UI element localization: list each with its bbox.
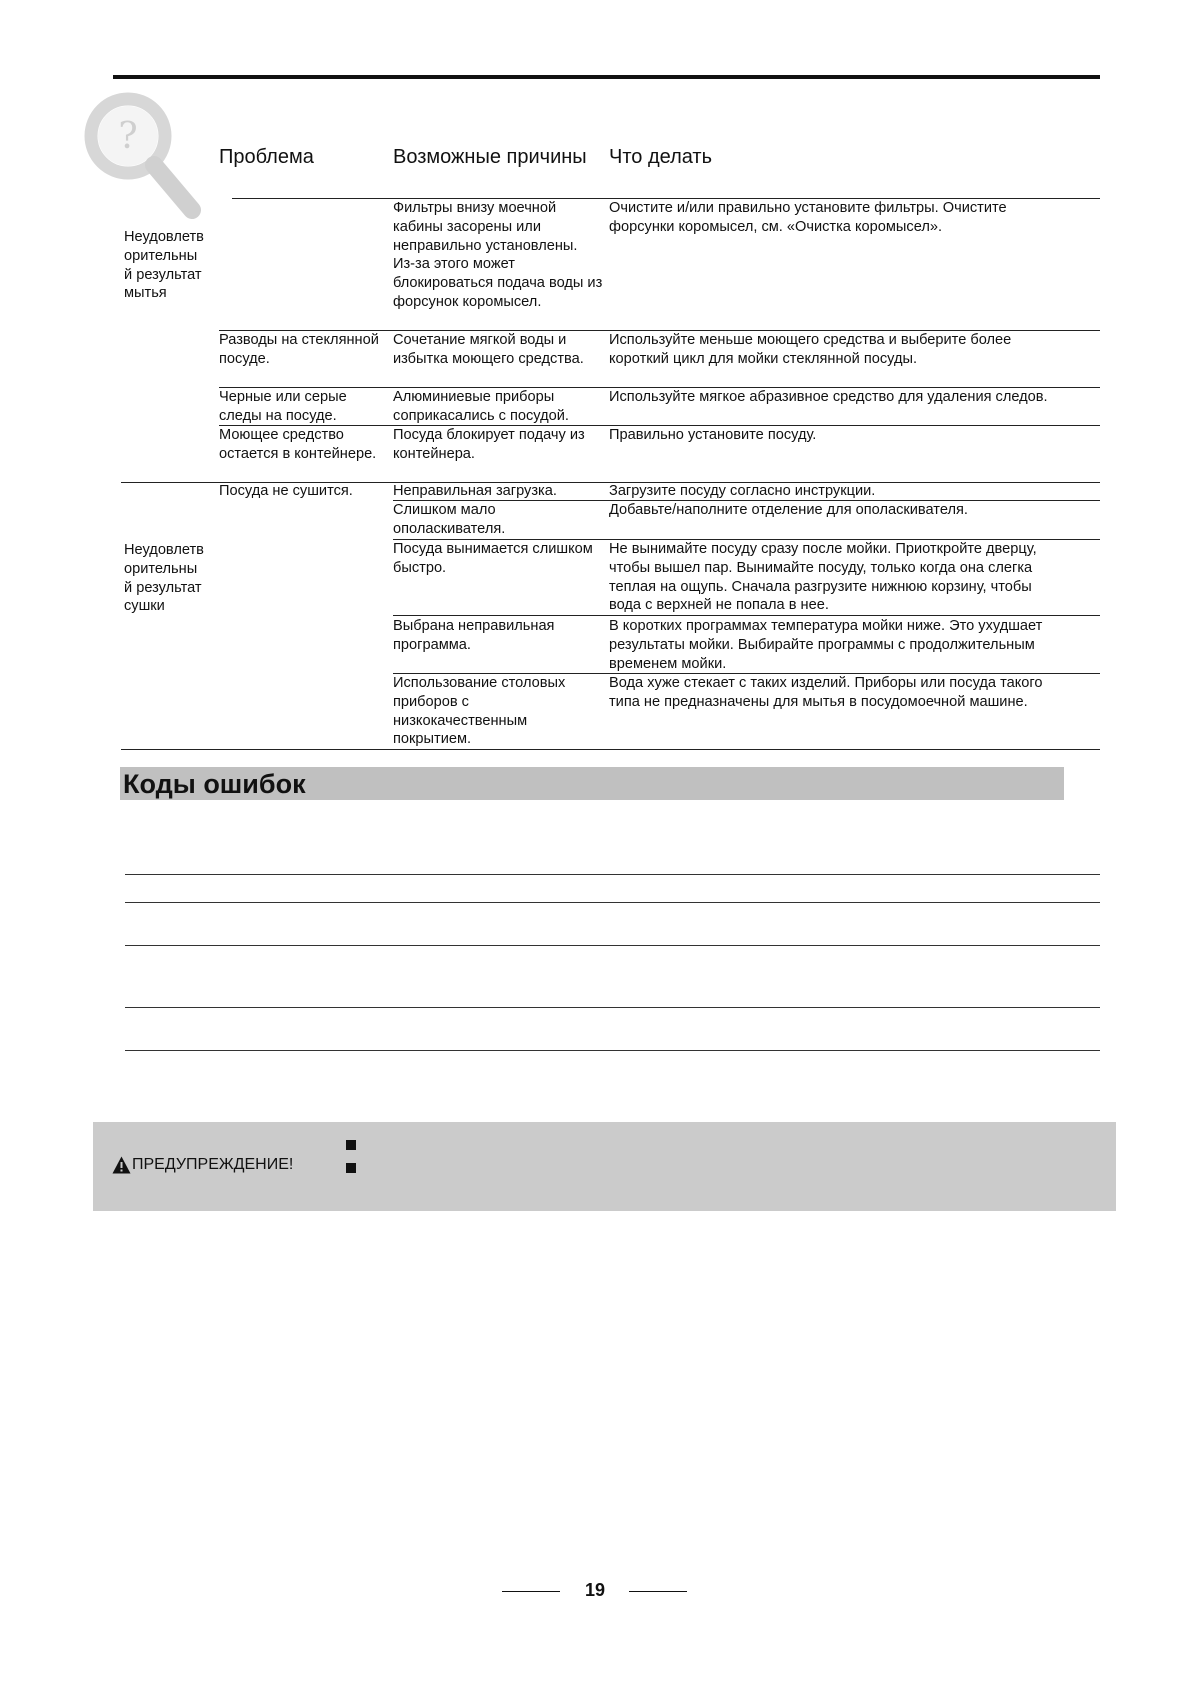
todo-cell: Очистите и/или правильно установите фильтры. Очистите форсунки коромысел, см. «Очистка коромысел». [609, 200, 1007, 235]
todo-cell: Не вынимайте посуду сразу после мойки. Приоткройте дверцу, чтобы вышел пар. Вынимайте посуду, только когда она слегка теплая на ощупь. Сначала разгрузите нижнюю корзину, чтобы вода с верхней не попала в нее. [609, 541, 1037, 614]
cause-cell: Посуда блокирует подачу из контейнера. [393, 427, 585, 462]
warning-text: ПРЕДУПРЕЖДЕНИЕ! [132, 1156, 294, 1173]
column-header-causes: Возможные причины [393, 146, 587, 168]
todo-cell: Правильно установите посуду. [609, 427, 817, 443]
page-number-rule-right [629, 1591, 687, 1592]
todo-cell: В коротких программах температура мойки ниже. Это ухудшает результаты мойки. Выбирайте программы с продолжительным временем мойки. [609, 618, 1043, 672]
page-number-rule-left [502, 1591, 560, 1592]
error-codes-rule [125, 1007, 1100, 1008]
page-number: 19 [584, 1580, 606, 1600]
cause-cell: Посуда вынимается слишком быстро. [393, 541, 593, 576]
error-codes-rule [125, 1050, 1100, 1051]
cause-cell: Слишком мало ополаскивателя. [393, 502, 506, 537]
bullet-icon [346, 1140, 356, 1150]
problem-cell: Разводы на стеклянной посуде. [219, 332, 379, 367]
problem-cell: Моющее средство остается в контейнере. [219, 427, 377, 462]
cause-cell: Фильтры внизу моечной кабины засорены или неправильно установлены. Из-за этого может блокироваться подача воды из форсунок коромысел. [393, 200, 603, 310]
todo-cell: Добавьте/наполните отделение для ополаскивателя. [609, 502, 968, 518]
table-bottom-rule [121, 749, 1100, 750]
cause-cell: Неправильная загрузка. [393, 483, 557, 499]
problem-cell: Черные или серые следы на посуде. [219, 389, 347, 424]
warning-triangle-icon [112, 1156, 131, 1174]
todo-cell: Загрузите посуду согласно инструкции. [609, 483, 876, 499]
question-magnifier-icon [84, 92, 204, 222]
cause-cell: Использование столовых приборов с низкокачественным покрытием. [393, 675, 566, 748]
todo-cell: Используйте мягкое абразивное средство для удаления следов. [609, 389, 1048, 405]
column-header-todo: Что делать [609, 146, 713, 168]
section-title-error-codes: Коды ошибок [123, 769, 306, 799]
error-codes-rule [125, 945, 1100, 946]
error-codes-rule [125, 902, 1100, 903]
bullet-icon [346, 1163, 356, 1173]
group-label-drying: Неудовлетв орительны й результат сушки [124, 542, 204, 615]
group-label-washing: Неудовлетв орительны й результат мытья [124, 229, 204, 302]
cause-cell: Сочетание мягкой воды и избытка моющего средства. [393, 332, 584, 367]
top-rule [113, 75, 1100, 79]
column-header-problem: Проблема [219, 146, 314, 168]
warning-label [112, 1155, 293, 1175]
todo-cell: Используйте меньше моющего средства и выберите более короткий цикл для мойки стеклянной посуды. [609, 332, 1012, 367]
error-codes-rule [125, 874, 1100, 875]
cause-cell: Выбрана неправильная программа. [393, 618, 555, 653]
todo-cell: Вода хуже стекает с таких изделий. Приборы или посуда такого типа не предназначены для мытья в посудомоечной машине. [609, 675, 1043, 710]
cause-cell: Алюминиевые приборы соприкасались с посудой. [393, 389, 569, 424]
problem-cell: Посуда не сушится. [219, 483, 353, 499]
svg-text:?: ? [118, 116, 138, 157]
